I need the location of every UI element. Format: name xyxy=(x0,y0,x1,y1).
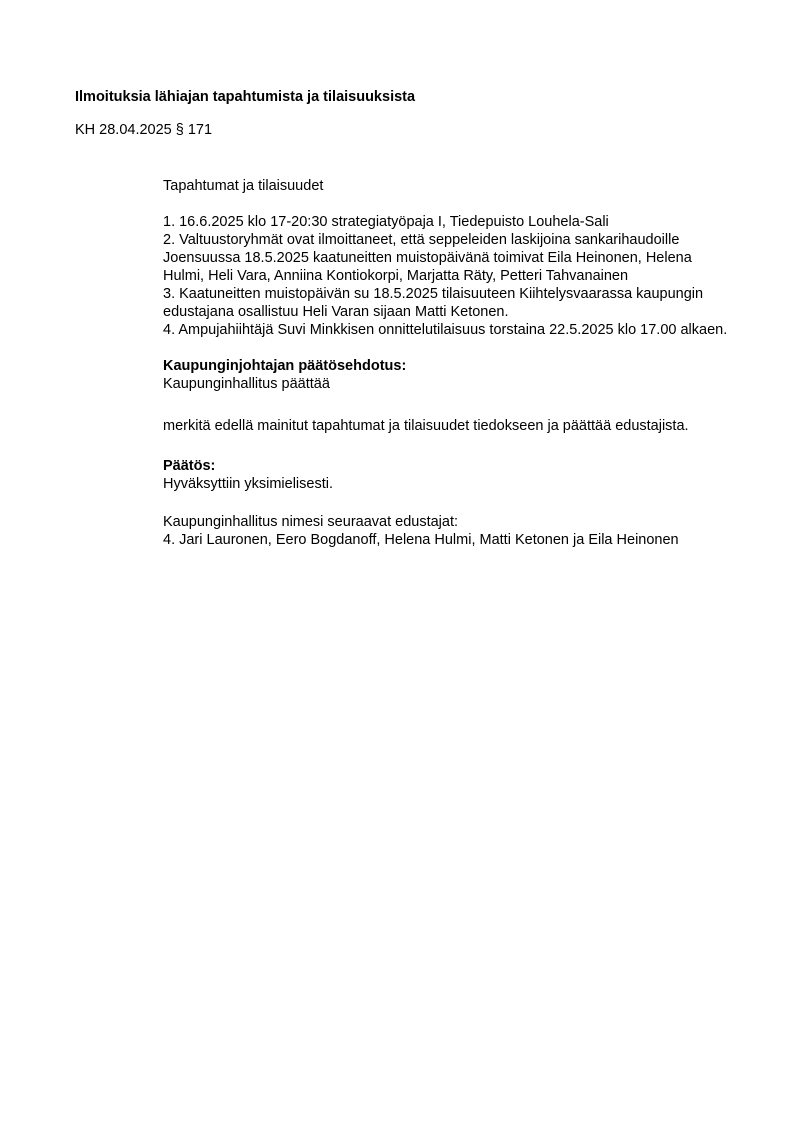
proposal-section xyxy=(163,357,736,393)
decision-text: Hyväksyttiin yksimielisesti. xyxy=(163,476,333,492)
events-line: 4. Ampujahiihtäjä Suvi Minkkisen onnittelutilaisuus torstaina 22.5.2025 klo 17.00 alkaen. xyxy=(163,322,728,338)
events-line: 3. Kaatuneitten muistopäivän su 18.5.2025 tilaisuuteen Kiihtelysvaarassa kaupungin xyxy=(163,286,704,302)
proposal-intro: Kaupunginhallitus päättää xyxy=(163,376,330,392)
decision-label: Päätös: xyxy=(163,458,216,474)
decision-section xyxy=(163,457,736,493)
proposal-label: Kaupunginjohtajan päätösehdotus: xyxy=(163,358,407,374)
events-paragraph xyxy=(163,213,736,339)
document-body xyxy=(163,177,736,549)
events-line: Hulmi, Heli Vara, Anniina Kontiokorpi, Marjatta Räty, Petteri Tahvanainen xyxy=(163,268,629,284)
representatives-list: 4. Jari Lauronen, Eero Bogdanoff, Helena Hulmi, Matti Ketonen ja Eila Heinonen xyxy=(163,532,679,548)
events-line: 1. 16.6.2025 klo 17-20:30 strategiatyöpaja I, Tiedepuisto Louhela-Sali xyxy=(163,214,609,230)
proposal-text: merkitä edellä mainitut tapahtumat ja tilaisuudet tiedokseen ja päättää edustajista. xyxy=(163,418,689,434)
document-reference: KH 28.04.2025 § 171 xyxy=(75,122,213,138)
events-line: edustajana osallistuu Heli Varan sijaan Matti Ketonen. xyxy=(163,304,509,320)
document-title: Ilmoituksia lähiajan tapahtumista ja tilaisuuksista xyxy=(75,89,416,105)
body-heading: Tapahtumat ja tilaisuudet xyxy=(163,178,324,194)
events-line: 2. Valtuustoryhmät ovat ilmoittaneet, että seppeleiden laskijoina sankarihaudoille xyxy=(163,232,680,248)
representatives-intro: Kaupunginhallitus nimesi seuraavat edustajat: xyxy=(163,514,459,530)
events-line: Joensuussa 18.5.2025 kaatuneitten muistopäivänä toimivat Eila Heinonen, Helena xyxy=(163,250,692,266)
representatives-section xyxy=(163,513,736,549)
